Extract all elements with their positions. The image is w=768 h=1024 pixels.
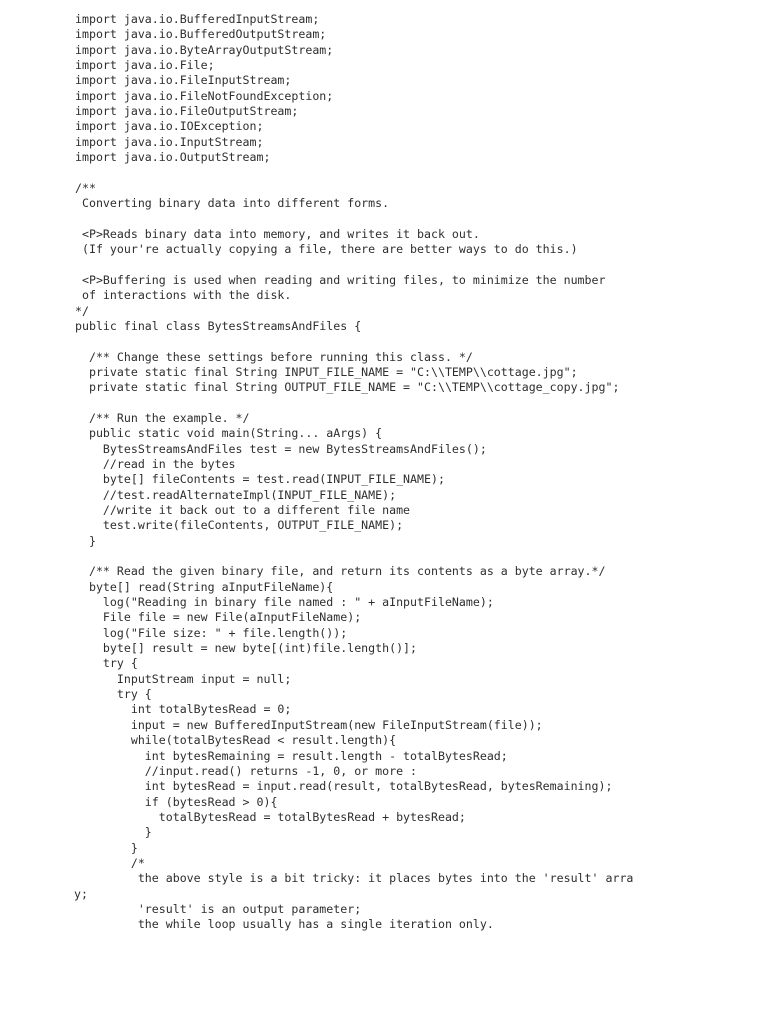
code-line: /** Read the given binary file, and return its contents as a byte array.*/	[75, 564, 606, 579]
code-line: import java.io.InputStream;	[75, 134, 264, 149]
code-line: byte[] result = new byte[(int)file.length()];	[75, 641, 418, 656]
code-listing	[75, 12, 633, 933]
code-line: of interactions with the disk.	[75, 288, 292, 303]
code-line	[75, 549, 633, 564]
code-line: File file = new File(aInputFileName);	[75, 610, 362, 625]
code-line	[75, 211, 633, 226]
code-line: /*	[75, 855, 145, 870]
code-line: test.write(fileContents, OUTPUT_FILE_NAME);	[75, 518, 404, 533]
code-line: import java.io.IOException;	[75, 119, 264, 134]
code-line: import java.io.OutputStream;	[75, 150, 271, 165]
code-line: (If your're actually copying a file, there are better ways to do this.)	[75, 242, 578, 257]
code-line: <P>Reads binary data into memory, and writes it back out.	[75, 226, 480, 241]
code-line: if (bytesRead > 0){	[75, 794, 278, 809]
code-line: int totalBytesRead = 0;	[75, 702, 292, 717]
code-line: }	[75, 840, 138, 855]
code-line: import java.io.FileOutputStream;	[75, 104, 299, 119]
code-line: public static void main(String... aArgs) {	[75, 426, 383, 441]
code-line	[75, 334, 633, 349]
code-line: private static final String OUTPUT_FILE_NAME = "C:\\TEMP\\cottage_copy.jpg";	[75, 380, 620, 395]
code-line	[75, 165, 633, 180]
code-line: }	[75, 825, 152, 840]
code-line: byte[] fileContents = test.read(INPUT_FILE_NAME);	[75, 472, 445, 487]
code-line: Converting binary data into different forms.	[75, 196, 390, 211]
code-line: import java.io.File;	[75, 58, 215, 73]
code-line: y;	[74, 886, 88, 901]
code-line: log("File size: " + file.length());	[75, 625, 348, 640]
code-line: /** Change these settings before running this class. */	[75, 349, 473, 364]
code-line: BytesStreamsAndFiles test = new BytesStreamsAndFiles();	[75, 441, 487, 456]
code-line: import java.io.BufferedOutputStream;	[75, 27, 327, 42]
code-line: the while loop usually has a single iteration only.	[75, 917, 494, 932]
code-line: InputStream input = null;	[75, 671, 292, 686]
code-line: /**	[75, 180, 96, 195]
code-line: }	[75, 533, 96, 548]
code-line: try {	[75, 687, 152, 702]
code-line: //test.readAlternateImpl(INPUT_FILE_NAME);	[75, 487, 397, 502]
code-line: totalBytesRead = totalBytesRead + bytesRead;	[75, 809, 466, 824]
code-line: import java.io.FileNotFoundException;	[75, 88, 334, 103]
code-line: //read in the bytes	[75, 456, 236, 471]
code-line: int bytesRemaining = result.length - totalBytesRead;	[75, 748, 508, 763]
code-line: byte[] read(String aInputFileName){	[75, 579, 334, 594]
code-line: public final class BytesStreamsAndFiles {	[75, 318, 362, 333]
code-line: import java.io.BufferedInputStream;	[75, 12, 320, 26]
code-line: /** Run the example. */	[75, 410, 250, 425]
code-line	[75, 258, 633, 273]
code-line: import java.io.ByteArrayOutputStream;	[75, 42, 334, 57]
code-line: input = new BufferedInputStream(new FileInputStream(file));	[75, 717, 543, 732]
code-line: log("Reading in binary file named : " + aInputFileName);	[75, 595, 494, 610]
code-line: try {	[75, 656, 138, 671]
code-line	[75, 396, 633, 411]
code-line: <P>Buffering is used when reading and writing files, to minimize the number	[75, 272, 606, 287]
code-line: //input.read() returns -1, 0, or more :	[75, 763, 418, 778]
code-line: //write it back out to a different file name	[75, 503, 411, 517]
code-line: int bytesRead = input.read(result, totalBytesRead, bytesRemaining);	[75, 779, 613, 794]
code-line: while(totalBytesRead < result.length){	[75, 733, 397, 748]
code-line: 'result' is an output parameter;	[75, 901, 362, 916]
code-line: private static final String INPUT_FILE_NAME = "C:\\TEMP\\cottage.jpg";	[75, 364, 578, 379]
code-line: import java.io.FileInputStream;	[75, 73, 292, 88]
code-line: the above style is a bit tricky: it places bytes into the 'result' arra	[75, 871, 634, 886]
code-line: */	[75, 303, 89, 318]
